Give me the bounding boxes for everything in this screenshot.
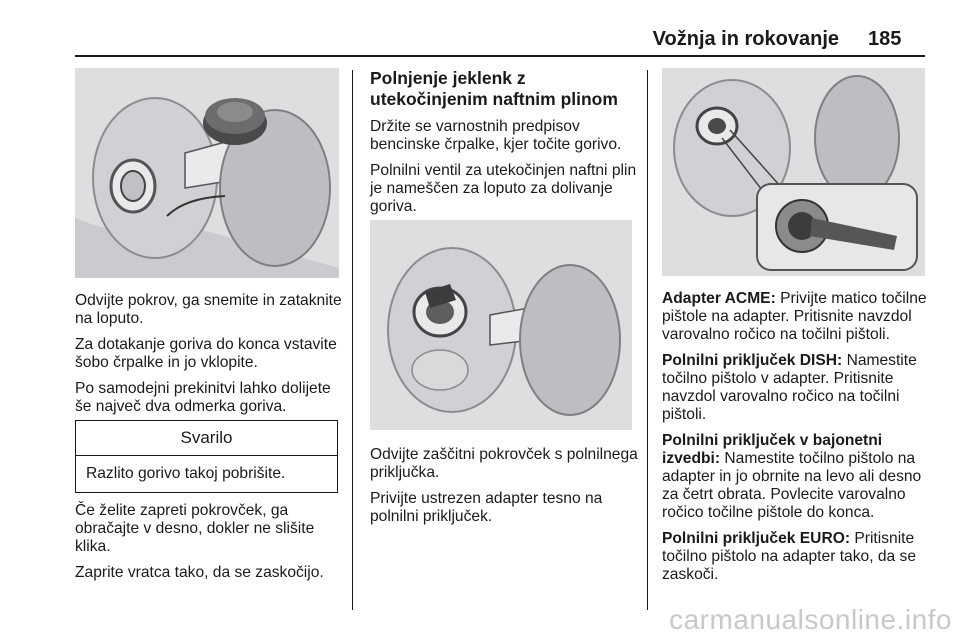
header-rule [75,55,925,57]
page-number: 185 [868,28,902,50]
column-divider-left [352,70,353,610]
left-column-text [75,292,345,424]
paragraph: Če želite zapreti pokrovček, ga obračajte v desno, dokler ne slišite klika. [75,502,315,555]
paragraph: Odvijte zaščitni pokrovček s polnilnega priključka. [370,446,638,481]
adapter-item: Polnilni priključek DISH: Namestite točilno pištolo v adapter. Pritisnite navzdol varovalno ročico na točilni pištoli. [662,352,917,423]
lpg-filler-illustration [370,220,632,430]
paragraph: Zaprite vratca tako, da se zaskočijo. [75,564,324,581]
column-divider-right [647,70,648,610]
warning-text: Razlito gorivo takoj pobrišite. [86,465,286,482]
fuel-cap-illustration [75,68,339,278]
adapter-item: Polnilni priključek EURO: Pritisnite točilno pištolo na adapter tako, da se zaskoči. [662,530,916,583]
section-title: Vožnja in rokovanje [652,28,839,50]
adapter-item: Polnilni priključek v bajonetni izvedbi: Namestite točilno pištolo na adapter in jo obrnite na levo ali desno za četrt obrata. Povlecite varovalno ročico točilne pištole do konca. [662,432,922,521]
paragraph: Privijte ustrezen adapter tesno na polnilni priključek. [370,490,603,525]
left-column-text-after [75,502,345,590]
section-heading: Polnjenje jeklenk z utekočinjenim naftnim plinom [370,68,618,109]
middle-column-text [370,118,640,224]
paragraph: Po samodejni prekinitvi lahko dolijete še največ dva odmerka goriva. [75,380,331,415]
paragraph: Odvijte pokrov, ga snemite in zataknite na loputo. [75,292,342,327]
warning-title: Svarilo [76,421,337,456]
warning-box [75,420,338,493]
paragraph: Držite se varnostnih predpisov bencinske črpalke, kjer točite gorivo. [370,118,622,153]
paragraph: Polnilni ventil za utekočinjen naftni plin je nameščen za loputo za dolivanje goriva. [370,162,637,215]
paragraph: Za dotakanje goriva do konca vstavite šobo črpalke in jo vklopite. [75,336,337,371]
adapter-item: Adapter ACME: Privijte matico točilne pištole na adapter. Pritisnite navzdol varovalno ročico na točilni pištoli. [662,290,927,343]
watermark: carmanualsonline.info [669,604,952,635]
right-column-text [662,290,928,592]
middle-column-text-after [370,446,640,534]
lpg-adapter-illustration [662,68,925,276]
